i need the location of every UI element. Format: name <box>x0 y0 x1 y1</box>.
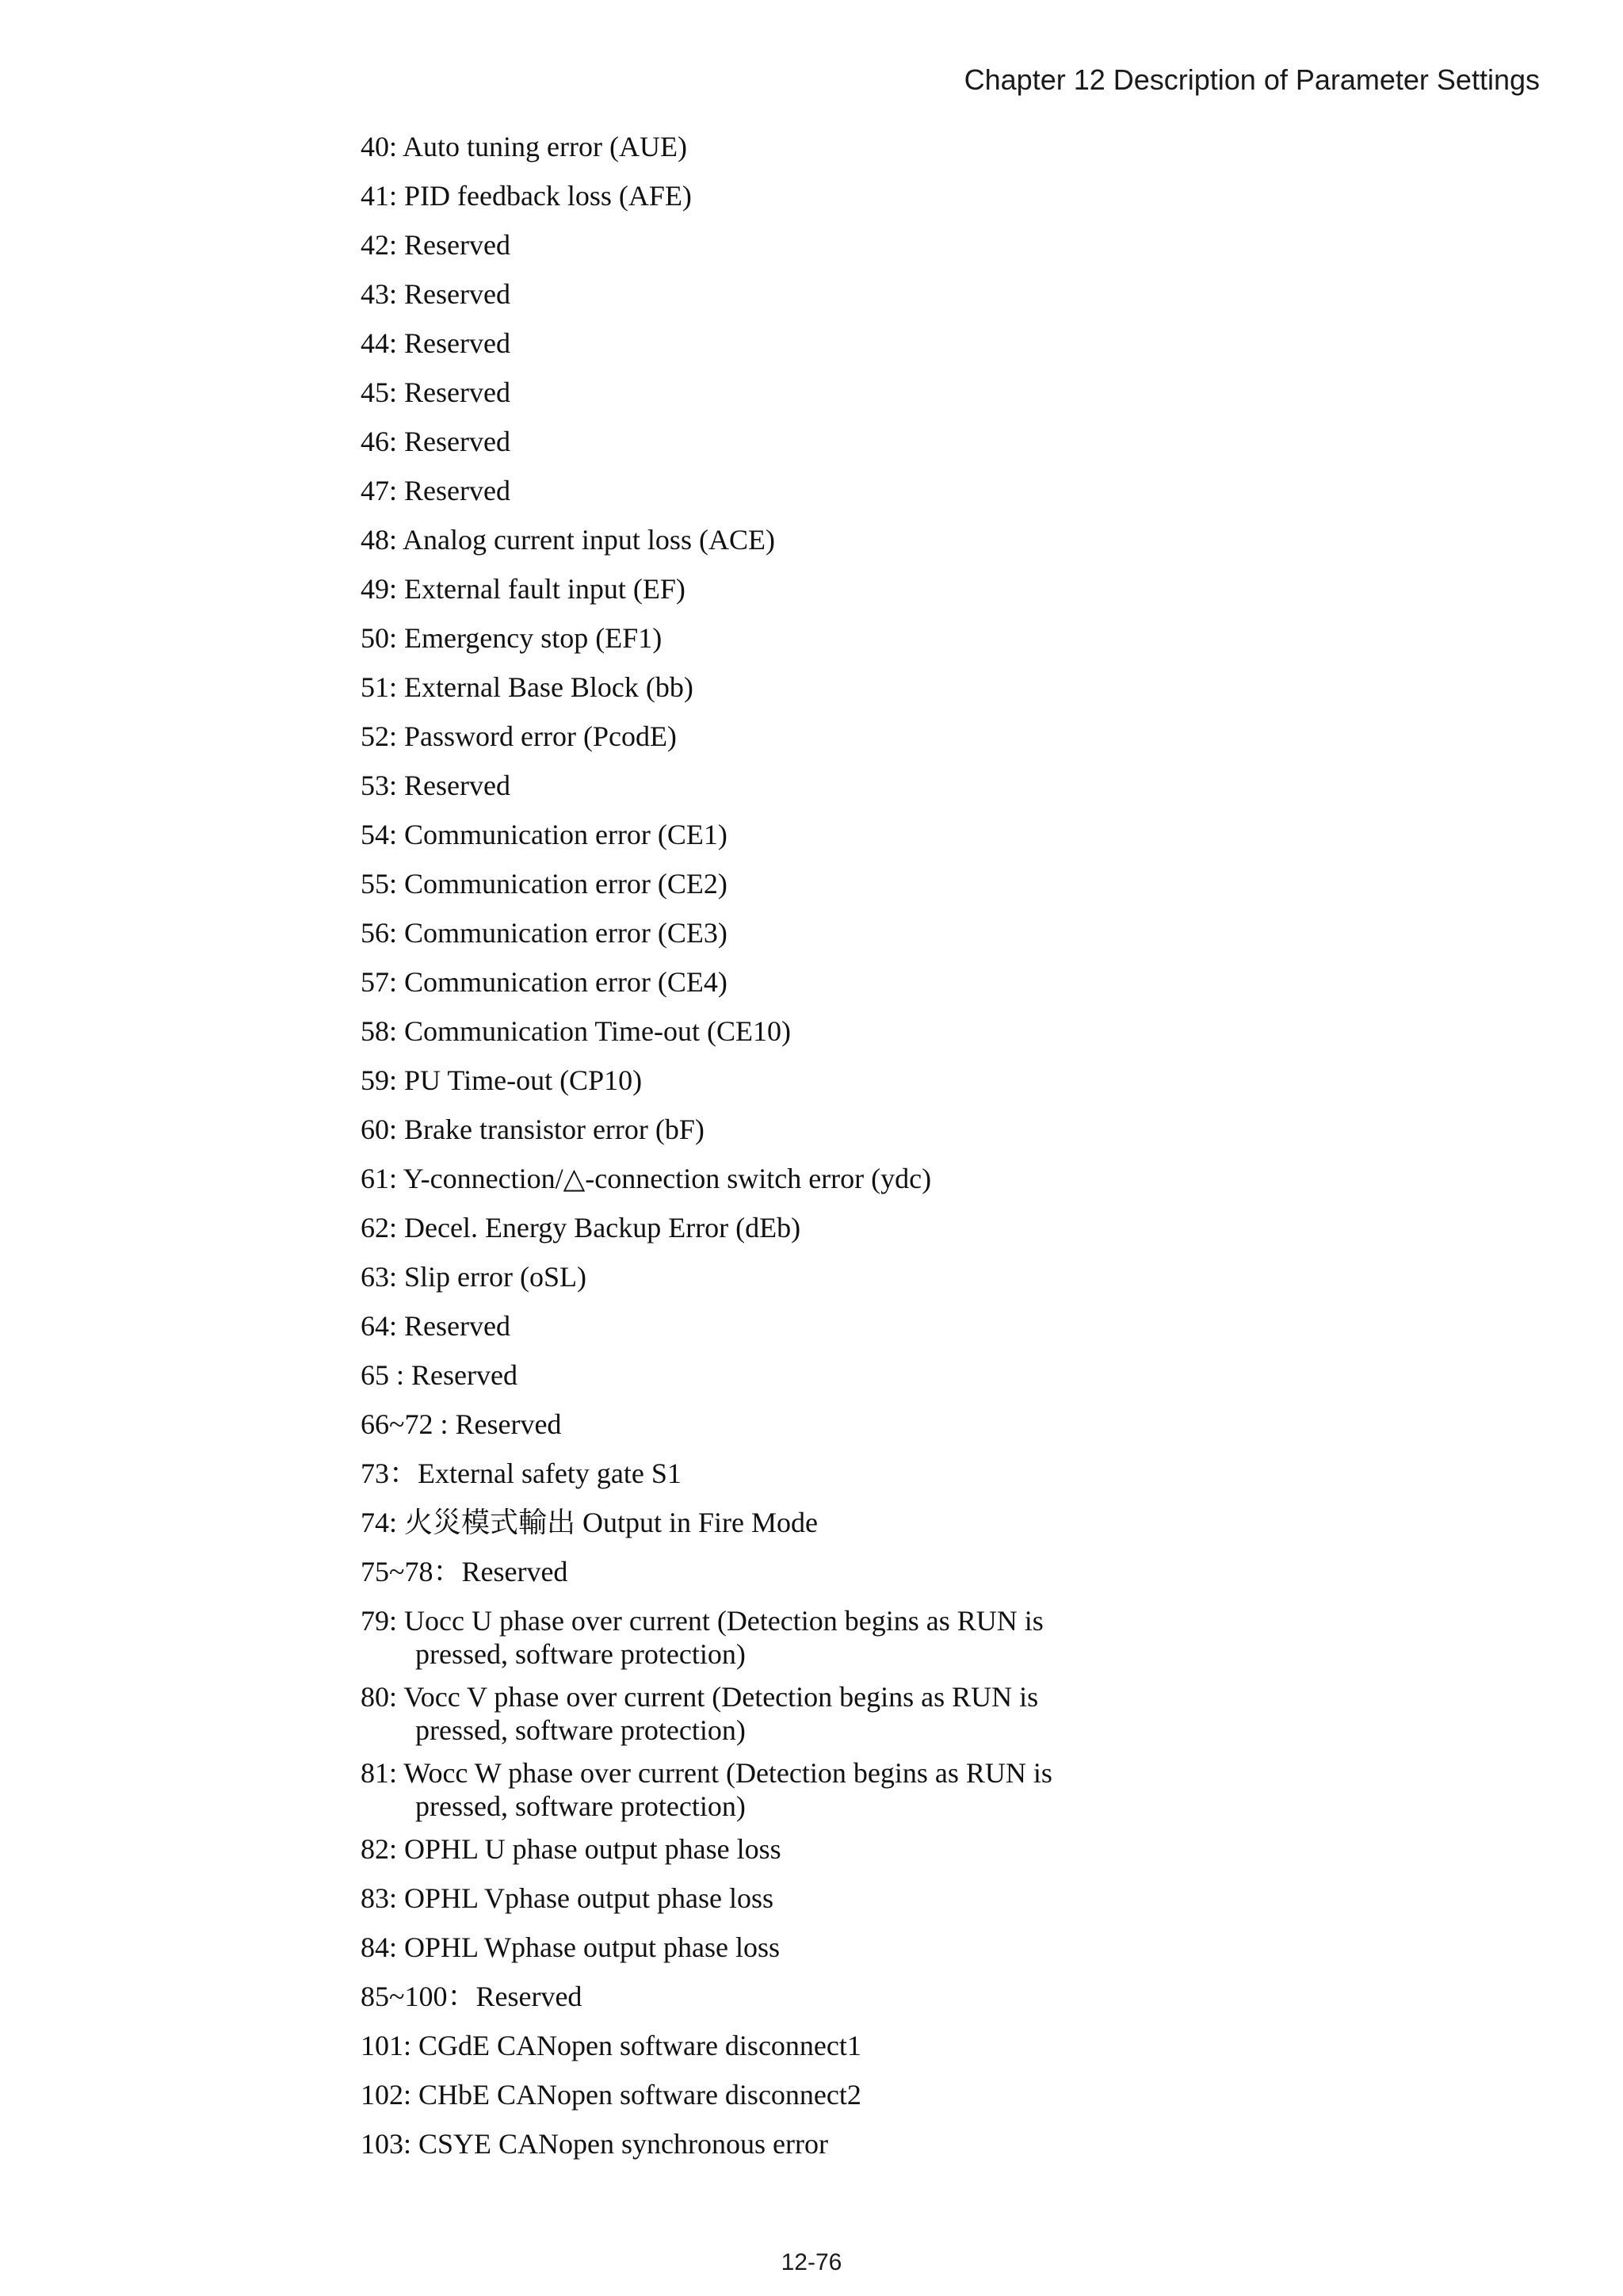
entry-text-continuation: pressed, software protection) <box>415 1638 746 1670</box>
entry-text: 84: OPHL Wphase output phase loss <box>361 1931 780 1963</box>
list-item <box>361 1014 1312 1064</box>
entry-text: 58: Communication Time-out (CE10) <box>361 1015 792 1047</box>
list-item <box>361 670 1312 720</box>
list-item <box>361 1832 1312 1881</box>
list-item <box>361 474 1312 523</box>
list-item <box>361 523 1312 572</box>
entry-text: 59: PU Time-out (CP10) <box>361 1064 643 1096</box>
error-code-list <box>361 130 1312 2176</box>
list-item <box>361 1113 1312 1162</box>
list-item <box>361 720 1312 769</box>
list-item <box>361 1555 1312 1604</box>
list-item <box>361 1506 1312 1555</box>
list-item <box>361 228 1312 277</box>
list-item <box>361 327 1312 376</box>
entry-text: 64: Reserved <box>361 1310 510 1342</box>
entry-text: 61: Y-connection/△-connection switch error (ydc) <box>361 1163 932 1194</box>
entry-text: 54: Communication error (CE1) <box>361 819 727 850</box>
entry-text: 74: 火災模式輸出 Output in Fire Mode <box>361 1507 818 1538</box>
entry-text: 57: Communication error (CE4) <box>361 966 727 998</box>
list-item <box>361 1260 1312 1309</box>
entry-text: 50: Emergency stop (EF1) <box>361 622 663 654</box>
list-item <box>361 1980 1312 2029</box>
entry-text: 45: Reserved <box>361 376 510 408</box>
entry-text: 73：External safety gate S1 <box>361 1457 682 1489</box>
entry-text: 53: Reserved <box>361 770 510 801</box>
list-item <box>361 2029 1312 2078</box>
list-item <box>361 867 1312 916</box>
list-item <box>361 1604 1312 1680</box>
list-item <box>361 621 1312 670</box>
entry-text: 79: Uocc U phase over current (Detection begins as RUN is <box>361 1605 1044 1637</box>
chapter-header: Chapter 12 Description of Parameter Settings <box>964 63 1540 96</box>
list-item <box>361 916 1312 965</box>
entry-text: 82: OPHL U phase output phase loss <box>361 1833 781 1865</box>
entry-text: 85~100：Reserved <box>361 1981 582 2012</box>
entry-text: 81: Wocc W phase over current (Detection begins as RUN is <box>361 1757 1052 1789</box>
entry-text: 83: OPHL Vphase output phase loss <box>361 1882 773 1914</box>
entry-text: 49: External fault input (EF) <box>361 573 685 605</box>
list-item <box>361 1756 1312 1832</box>
list-item <box>361 1162 1312 1211</box>
list-item <box>361 572 1312 621</box>
list-item <box>361 376 1312 425</box>
entry-text: 41: PID feedback loss (AFE) <box>361 180 692 212</box>
entry-text: 80: Vocc V phase over current (Detection begins as RUN is <box>361 1681 1039 1713</box>
list-item <box>361 425 1312 474</box>
list-item <box>361 769 1312 818</box>
entry-text: 55: Communication error (CE2) <box>361 868 727 900</box>
list-item <box>361 1358 1312 1408</box>
entry-text: 103: CSYE CANopen synchronous error <box>361 2128 828 2160</box>
entry-text: 52: Password error (PcodE) <box>361 720 677 752</box>
entry-text: 63: Slip error (oSL) <box>361 1261 586 1293</box>
entry-text-continuation: pressed, software protection) <box>415 1714 746 1746</box>
list-item <box>361 1680 1312 1756</box>
entry-text: 75~78：Reserved <box>361 1556 568 1587</box>
entry-text: 56: Communication error (CE3) <box>361 917 727 949</box>
entry-text: 102: CHbE CANopen software disconnect2 <box>361 2079 861 2111</box>
entry-text: 51: External Base Block (bb) <box>361 671 693 703</box>
list-item <box>361 1881 1312 1931</box>
entry-text: 66~72 : Reserved <box>361 1408 562 1440</box>
list-item <box>361 1064 1312 1113</box>
list-item <box>361 965 1312 1014</box>
entry-text: 40: Auto tuning error (AUE) <box>361 131 687 162</box>
entry-text: 44: Reserved <box>361 327 510 359</box>
list-item <box>361 2127 1312 2176</box>
list-item <box>361 1309 1312 1358</box>
entry-text: 48: Analog current input loss (ACE) <box>361 524 775 556</box>
list-item <box>361 1931 1312 1980</box>
list-item <box>361 277 1312 327</box>
entry-text: 60: Brake transistor error (bF) <box>361 1114 705 1145</box>
list-item <box>361 1408 1312 1457</box>
entry-text: 47: Reserved <box>361 475 510 506</box>
entry-text: 101: CGdE CANopen software disconnect1 <box>361 2030 861 2061</box>
entry-text-continuation: pressed, software protection) <box>415 1790 746 1822</box>
list-item <box>361 818 1312 867</box>
entry-text: 65 : Reserved <box>361 1359 517 1391</box>
list-item <box>361 2078 1312 2127</box>
entry-text: 46: Reserved <box>361 426 510 457</box>
entry-text: 62: Decel. Energy Backup Error (dEb) <box>361 1212 801 1244</box>
list-item <box>361 1211 1312 1260</box>
entry-text: 43: Reserved <box>361 278 510 310</box>
list-item <box>361 1457 1312 1506</box>
list-item <box>361 130 1312 179</box>
list-item <box>361 179 1312 228</box>
page-number: 12-76 <box>781 2249 842 2275</box>
entry-text: 42: Reserved <box>361 229 510 261</box>
